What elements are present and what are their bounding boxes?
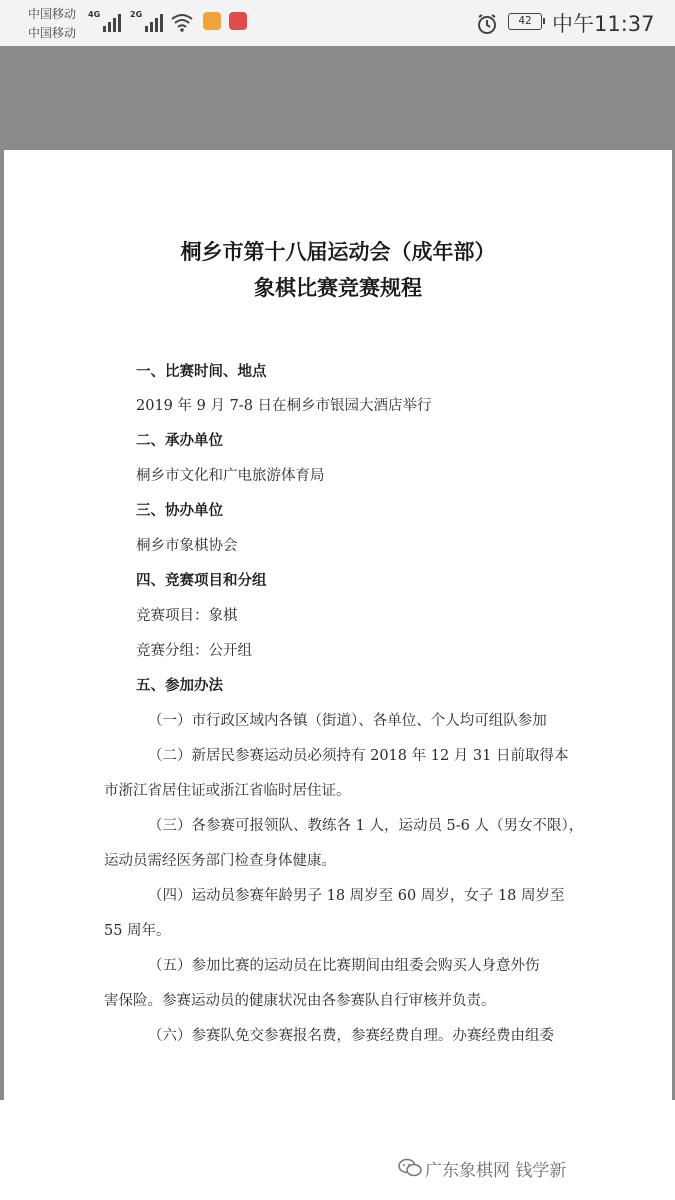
section-text-4a: 竞赛项目：象棋 — [136, 608, 238, 624]
signal-bar — [118, 14, 121, 32]
paragraph-5-1: （一）市行政区域内各镇（街道）、各单位、个人均可组队参加 — [148, 713, 547, 729]
network-type-1: 4G — [88, 10, 101, 19]
paragraph-5-6-line1: （六）参赛队免交参赛报名费，参赛经费自理。办赛经费由组委 — [148, 1028, 554, 1044]
paragraph-5-5-line2: 害保险。参赛运动员的健康状况由各参赛队自行审核并负责。 — [104, 993, 496, 1009]
signal-bar — [103, 26, 106, 32]
signal-bar — [155, 18, 158, 32]
video-app-icon — [203, 12, 221, 30]
watermark-text: 广东象棋网 钱学新 — [425, 1161, 567, 1181]
document-viewer[interactable] — [0, 46, 675, 1100]
paragraph-5-3-line1: （三）各参赛可报领队、教练各 1 人，运动员 5-6 人（男女不限）， — [148, 818, 584, 834]
signal-strength-2 — [130, 10, 163, 32]
section-heading-5: 五、参加办法 — [136, 677, 223, 694]
section-heading-4: 四、竞赛项目和分组 — [136, 572, 267, 589]
signal-bar — [150, 22, 153, 32]
status-clock: 中午11:37 — [552, 12, 655, 36]
status-bar — [0, 0, 675, 46]
paragraph-5-5-line1: （五）参加比赛的运动员在比赛期间由组委会购买人身意外伤 — [148, 958, 540, 974]
wechat-icon — [398, 1158, 422, 1178]
network-type-2: 2G — [130, 10, 143, 19]
section-heading-3: 三、协办单位 — [136, 502, 223, 519]
carrier-label-1: 中国移动 — [28, 7, 77, 21]
carrier-label-2: 中国移动 — [28, 26, 77, 40]
paragraph-5-2-line1: （二）新居民参赛运动员必须持有 2018 年 12 月 31 日前取得本 — [148, 748, 569, 764]
news-app-icon — [229, 12, 247, 30]
footer — [0, 1100, 675, 1200]
paragraph-5-4-line1: （四）运动员参赛年龄男子 18 周岁至 60 周岁，女子 18 周岁至 — [148, 888, 565, 904]
signal-bar — [145, 26, 148, 32]
document-title: 桐乡市第十八届运动会（成年部） — [180, 239, 496, 264]
section-text-4b: 竞赛分组：公开组 — [136, 643, 252, 659]
paragraph-5-3-line2: 运动员需经医务部门检查身体健康。 — [104, 853, 336, 869]
section-heading-2: 二、承办单位 — [136, 432, 223, 449]
section-text-3: 桐乡市象棋协会 — [136, 538, 238, 554]
document-subtitle: 象棋比赛竞赛规程 — [254, 275, 422, 300]
alarm-icon — [476, 13, 498, 35]
document-page — [4, 150, 672, 1100]
paragraph-5-2-line2: 市浙江省居住证或浙江省临时居住证。 — [104, 783, 351, 799]
section-heading-1: 一、比赛时间、地点 — [136, 363, 267, 380]
section-text-1: 2019 年 9 月 7-8 日在桐乡市银园大酒店举行 — [136, 398, 432, 414]
signal-strength-1 — [88, 10, 121, 32]
wifi-icon — [170, 12, 194, 32]
battery-indicator: 42 — [508, 13, 542, 30]
signal-bar — [108, 22, 111, 32]
signal-bar — [113, 18, 116, 32]
signal-bar — [160, 14, 163, 32]
section-text-2: 桐乡市文化和广电旅游体育局 — [136, 468, 325, 484]
paragraph-5-4-line2: 55 周年。 — [104, 923, 171, 939]
